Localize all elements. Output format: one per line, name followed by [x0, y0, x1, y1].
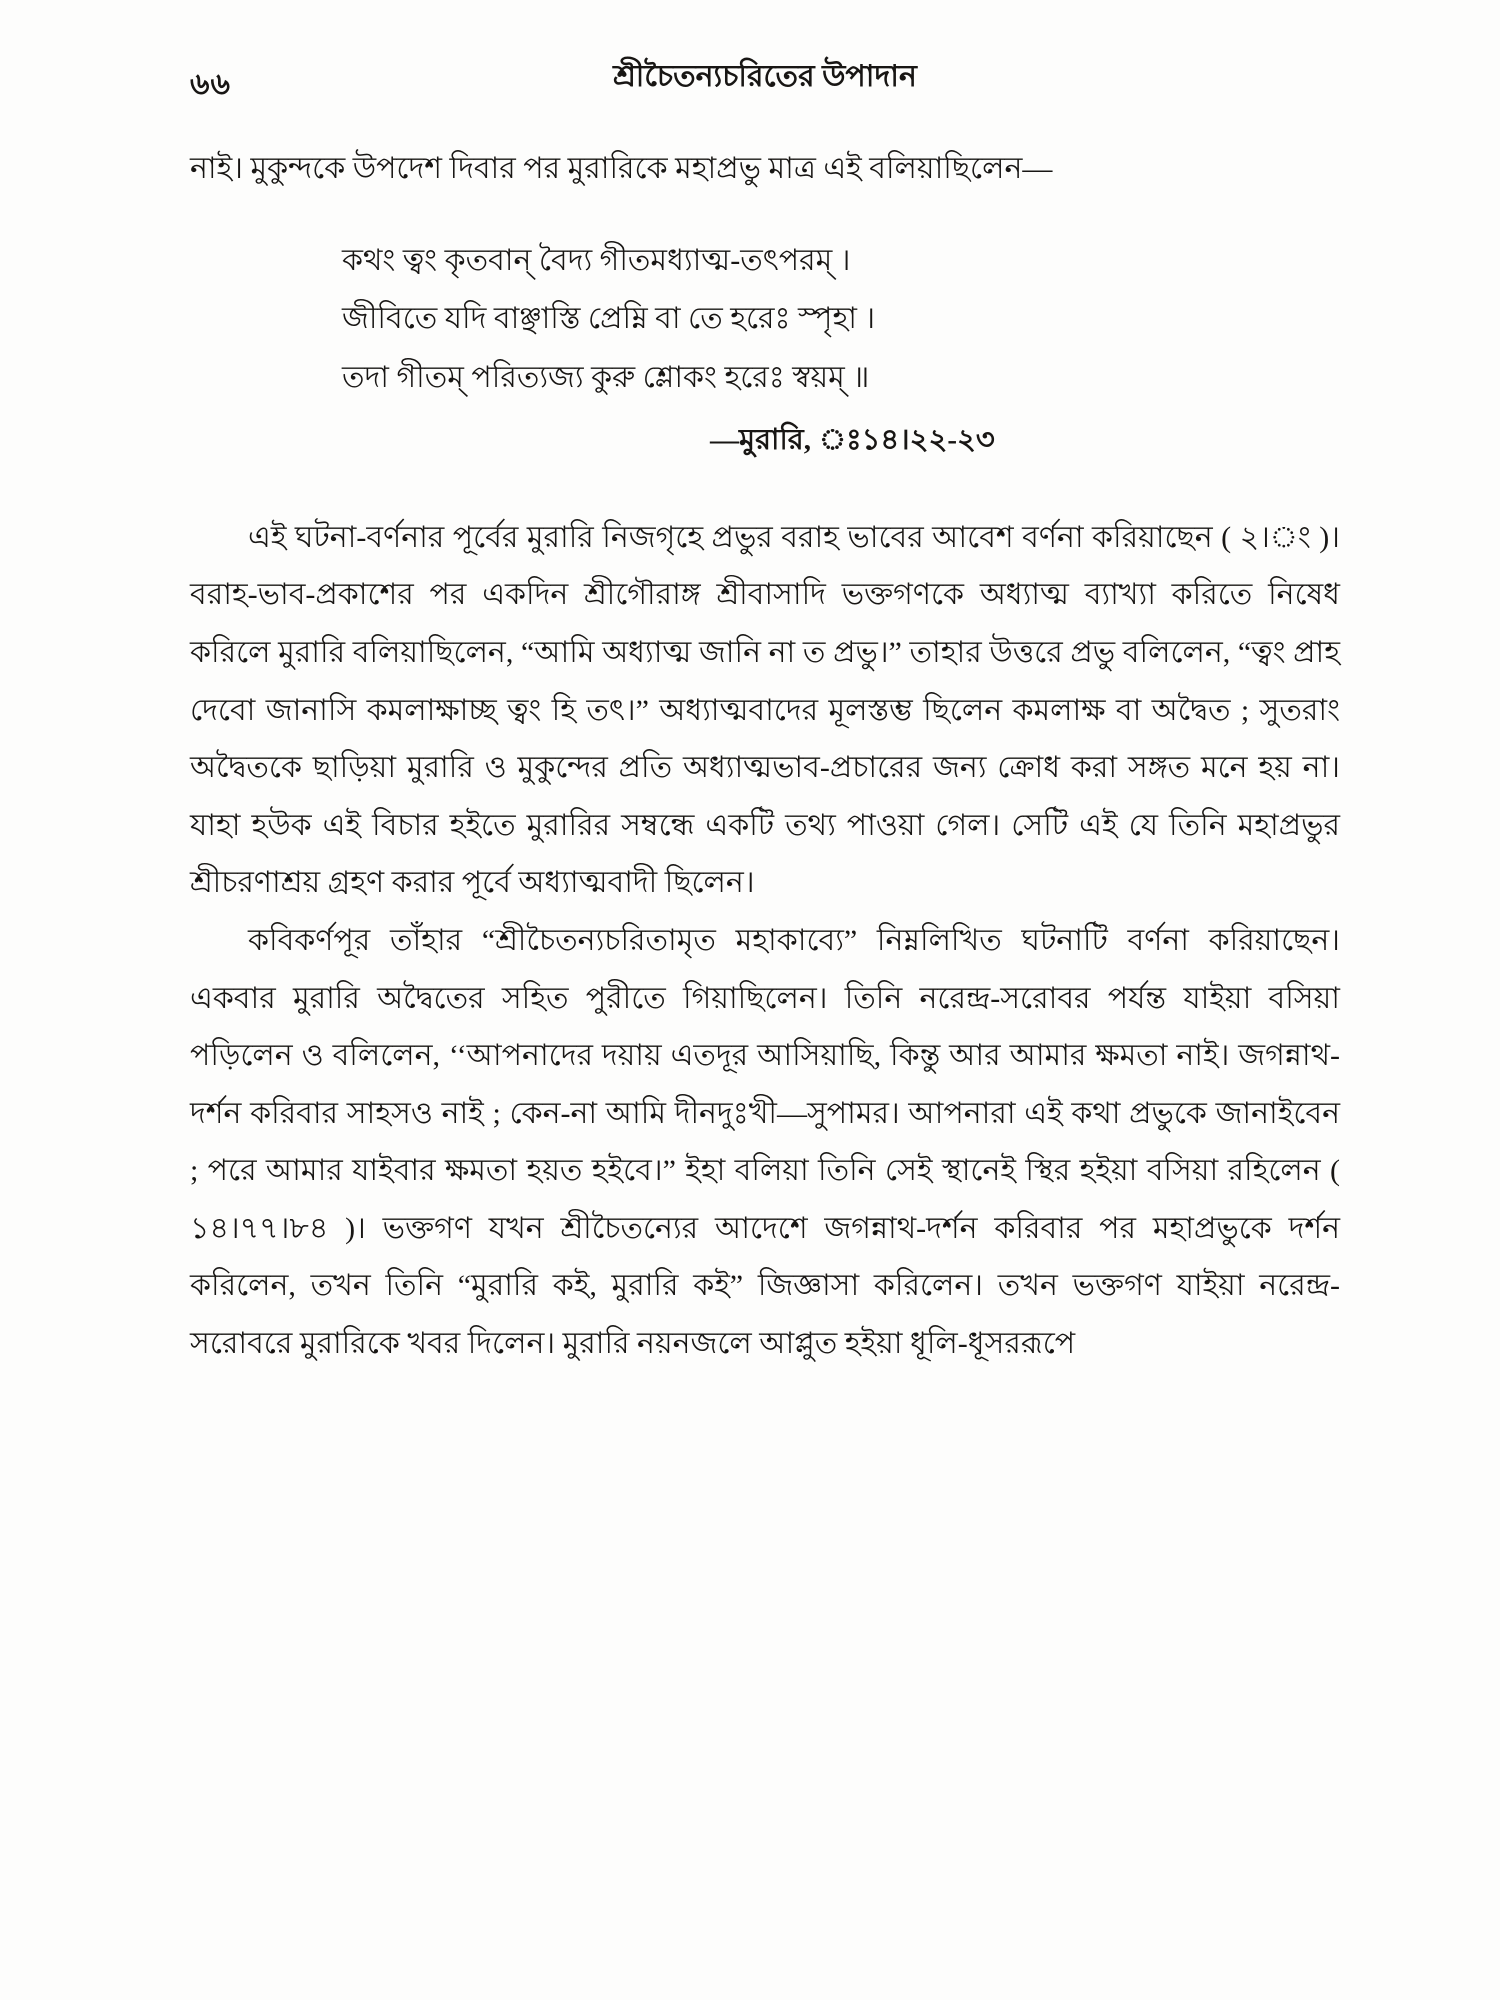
verse-line-2: জীবিতে যদি বাঞ্ছাস্তি প্রেম্নি বা তে হরেঃ স্পৃহা । [342, 302, 876, 336]
page-number: ৬৬ [190, 68, 232, 101]
page-content-area [190, 52, 1340, 1373]
verse-attribution: —মুরারি, ঃ১৪।২২-২৩ [710, 424, 995, 457]
page-header [190, 52, 1340, 112]
body-paragraph-2: কবিকর্ণপূর তাঁহার “শ্রীচৈতন্যচরিতামৃত মহাকাব্যে” নিম্নলিখিত ঘটনাটি বর্ণনা করিয়াছেন। একবার মুরারি অদ্বৈতের সহিত পুরীতে গিয়াছিলেন। তিনি নরেন্দ্র-সরোবর পর্যন্ত যাইয়া বসিয়া পড়িলেন ও বলিলেন, ‘‘আপনাদের দয়ায় এতদূর আসিয়াছি, কিন্তু আর আমার ক্ষমতা নাই। জগন্নাথ-দর্শন করিবার সাহসও নাই ; কেন-না আমি দীনদুঃখী—সুপামর। আপনারা এই কথা প্রভুকে জানাইবেন ; পরে আমার যাইবার ক্ষমতা হয়ত হইবে।” ইহা বলিয়া তিনি সেই স্থানেই স্থির হইয়া বসিয়া রহিলেন ( ১৪।৭৭।৮৪ )। ভক্তগণ যখন শ্রীচৈতন্যের আদেশে জগন্নাথ-দর্শন করিবার পর মহাপ্রভুকে দর্শন করিলেন, তখন তিনি “মুরারি কই, মুরারি কই” জিজ্ঞাসা করিলেন। তখন ভক্তগণ যাইয়া নরেন্দ্র-সরোবরে মুরারিকে খবর দিলেন। মুরারি নয়নজলে আপ্লুত হইয়া ধূলি-ধূসররূপে [190, 923, 1340, 1361]
verse-line-3: তদা গীতম্ পরিত্যজ্য কুরু শ্লোকং হরেঃ স্বয়ম্ ॥ [342, 360, 870, 394]
verse-block [342, 232, 1340, 408]
verse-line-1: কথং ত্বং কৃতবান্ বৈদ্য গীতমধ্যাত্ম-তৎপরম্ । [342, 243, 851, 277]
intro-paragraph: নাই। মুকুন্দকে উপদেশ দিবার পর মুরারিকে মহাপ্রভু মাত্র এই বলিয়াছিলেন— [190, 152, 1053, 185]
body-paragraph-1: এই ঘটনা-বর্ণনার পূর্বের মুরারি নিজগৃহে প্রভুর বরাহ ভাবের আবেশ বর্ণনা করিয়াছেন ( ২।ং )। বরাহ-ভাব-প্রকাশের পর একদিন শ্রীগৌরাঙ্গ শ্রীবাসাদি ভক্তগণকে অধ্যাত্ম ব্যাখ্যা করিতে নিষেধ করিলে মুরারি বলিয়াছিলেন, “আমি অধ্যাত্ম জানি না ত প্রভু।” তাহার উত্তরে প্রভু বলিলেন, “ত্বং প্রাহ দেবো জানাসি কমলাক্ষাচ্ছ ত্বং হি তৎ।” অধ্যাত্মবাদের মূলস্তম্ভ ছিলেন কমলাক্ষ বা অদ্বৈত ; সুতরাং অদ্বৈতকে ছাড়িয়া মুরারি ও মুকুন্দের প্রতি অধ্যাত্মভাব-প্রচারের জন্য ক্রোধ করা সঙ্গত মনে হয় না। যাহা হউক এই বিচার হইতে মুরারির সম্বন্ধে একটি তথ্য পাওয়া গেল। সেটি এই যে তিনি মহাপ্রভুর শ্রীচরণাশ্রয় গ্রহণ করার পূর্বে অধ্যাত্মবাদী ছিলেন। [190, 520, 1340, 900]
body-text [190, 140, 1340, 1373]
running-title: শ্রীচৈতন্যচরিতের উপাদান [613, 60, 917, 93]
